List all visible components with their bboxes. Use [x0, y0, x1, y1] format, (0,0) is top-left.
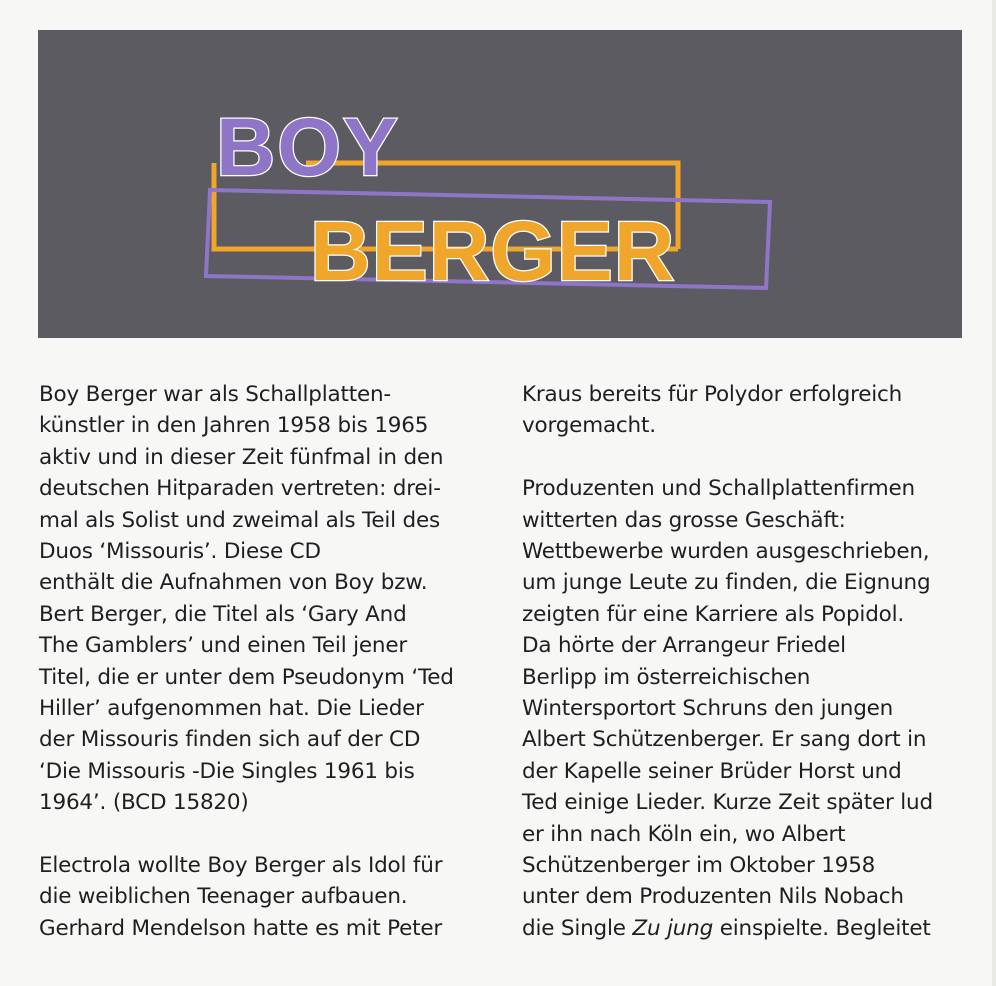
article-right-column: [522, 379, 967, 944]
text-line: Gerhard Mendelson hatte es mit Peter: [39, 915, 443, 941]
paragraph-gap: [522, 442, 967, 473]
text-line: Albert Schützenberger. Er sang dort in: [522, 727, 927, 753]
text-line: aktiv und in dieser Zeit fünfmal in den: [39, 444, 444, 470]
boy-berger-logo: [38, 30, 962, 338]
text-line: vorgemacht.: [522, 413, 656, 439]
text-line: deutschen Hitparaden vertreten: drei-: [39, 476, 441, 502]
text-line: Bert Berger, die Titel als ‘Gary And: [39, 601, 407, 627]
text-line: die weiblichen Teenager aufbauen.: [39, 884, 408, 910]
text-line: der Kapelle seiner Brüder Horst und: [522, 758, 902, 784]
text-line: Duos ‘Missouris’. Diese CD: [39, 539, 321, 565]
text-line: der Missouris finden sich auf der CD: [39, 727, 421, 753]
text-line: zeigten für eine Karriere als Popidol.: [522, 601, 905, 627]
text-line: Boy Berger war als Schallplatten-: [39, 382, 391, 407]
song-title-italic: Zu jung: [632, 915, 714, 941]
text-line: enthält die Aufnahmen von Boy bzw.: [39, 570, 428, 596]
text-line: Titel, die er unter dem Pseudonym ‘Ted: [39, 664, 454, 690]
text-line: unter dem Produzenten Nils Nobach: [522, 884, 904, 910]
title-banner: [38, 30, 962, 338]
logo-berger-text: BERGER: [310, 204, 676, 298]
text-line: Electrola wollte Boy Berger als Idol für: [39, 853, 443, 879]
logo-boy-text: BOY: [216, 102, 400, 193]
text-line: Schützenberger im Oktober 1958: [522, 853, 876, 879]
text-line: The Gamblers’ und einen Teil jener: [39, 633, 407, 659]
text-line: er ihn nach Köln ein, wo Albert: [522, 821, 846, 847]
text-line: Produzenten und Schallplattenfirmen: [522, 476, 915, 502]
text-line: witterten das grosse Geschäft:: [522, 507, 846, 533]
text-line: Berlipp im österreichischen: [522, 664, 811, 690]
text-line-last: [522, 913, 967, 944]
text-line: 1964’. (BCD 15820): [39, 790, 249, 816]
text-line: Hiller’ aufgenommen hat. Die Lieder: [39, 696, 424, 722]
text-line: mal als Solist und zweimal als Teil des: [39, 507, 441, 533]
text-run: die Single: [522, 915, 633, 941]
text-line: um junge Leute zu finden, die Eignung: [522, 570, 931, 596]
text-line: Ted einige Lieder. Kurze Zeit später lud: [522, 790, 933, 816]
text-line: Wintersportort Schruns den jungen: [522, 696, 894, 722]
article-left-column: [39, 379, 484, 944]
text-line: ‘Die Missouris -Die Singles 1961 bis: [39, 758, 415, 784]
page-edge: [992, 0, 996, 986]
text-run: einspielte. Begleitet: [713, 915, 931, 941]
paragraph-gap: [39, 819, 484, 850]
text-line: künstler in den Jahren 1958 bis 1965: [39, 413, 429, 439]
text-line: Wettbewerbe wurden ausgeschrieben,: [522, 539, 930, 565]
text-line: Da hörte der Arrangeur Friedel: [522, 633, 846, 659]
text-line: Kraus bereits für Polydor erfolgreich: [522, 382, 903, 407]
